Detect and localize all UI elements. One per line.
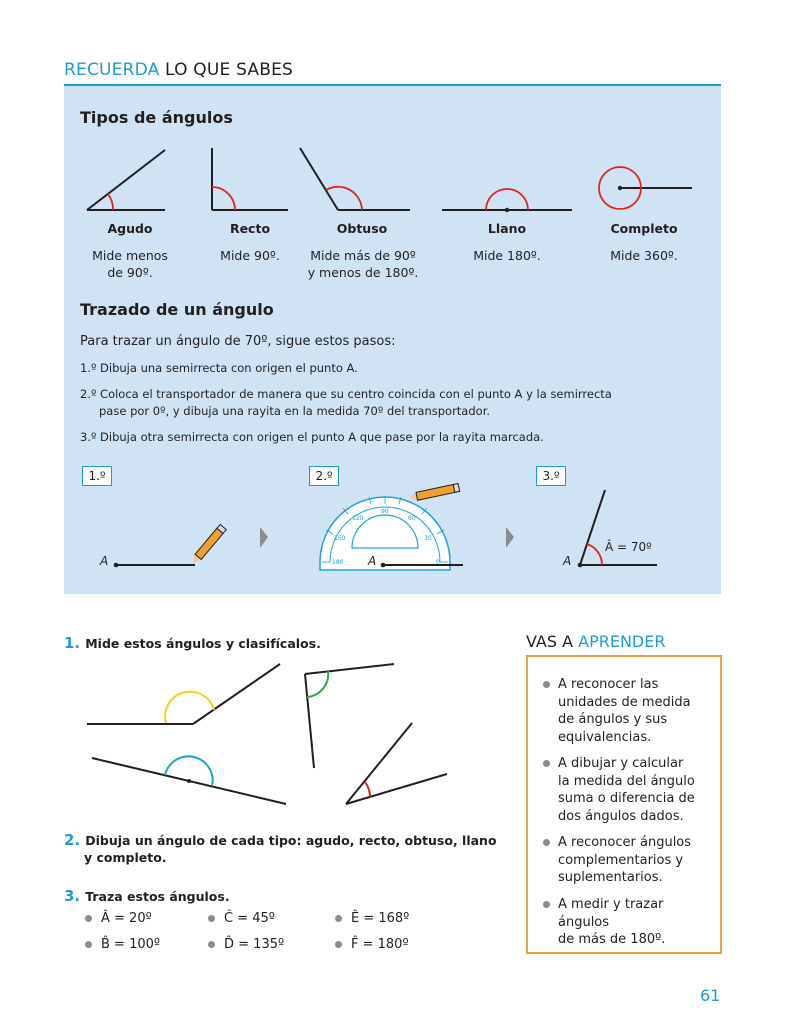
vas-item-2 (558, 755, 708, 825)
protractor-label-120: 120 (352, 515, 364, 522)
angle-item (335, 937, 409, 952)
vas-a-aprender-title (526, 632, 665, 651)
bullet-icon (335, 915, 342, 922)
bullet-icon (208, 941, 215, 948)
bullet-icon (543, 760, 550, 767)
point-label-a: A (368, 554, 377, 568)
protractor-label-60: 60 (408, 515, 416, 522)
protractor-label-0: 0 (436, 559, 440, 566)
vas-title-rest: VAS A (526, 632, 579, 651)
exercise-1-text: Mide estos ángulos y clasifícalos. (85, 636, 321, 651)
protractor-label-180: 180 (332, 559, 344, 566)
angle-item-text: F̂ = 180º (351, 937, 409, 952)
vas-item-line: A medir y trazar ángulos (558, 897, 664, 930)
label-obtuso: Obtuso (336, 221, 388, 236)
arrow-right-icon (260, 527, 268, 548)
angle-item (208, 911, 275, 926)
desc-agudo-line2: de 90º. (107, 265, 153, 280)
step-2-line2: pase por 0º, y dibuja una rayita en la medida 70º del transportador. (99, 404, 491, 418)
vas-item-3 (558, 834, 708, 887)
vas-item-line: unidades de medida (558, 694, 691, 710)
angle-70-label: Â = 70º (605, 540, 652, 554)
tipos-title: Tipos de ángulos (80, 108, 233, 127)
vas-item-line: complementarios y (558, 852, 684, 868)
label-agudo: Agudo (107, 221, 153, 236)
exercise-1-figure (0, 600, 500, 820)
angle-item (85, 911, 152, 926)
vas-item-line: equivalencias. (558, 729, 652, 745)
exercise-2-number: 2. (64, 831, 81, 849)
desc-agudo-line1: Mide menos (92, 248, 168, 263)
pencil-icon (190, 524, 226, 565)
exercise-2 (64, 830, 497, 849)
angle-item-text: B̂ = 100º (101, 937, 161, 952)
step-box-3: 3.º (536, 466, 566, 486)
protractor-label-90: 90 (381, 508, 389, 515)
label-recto: Recto (229, 221, 271, 236)
step-box-2: 2.º (309, 466, 339, 486)
protractor-label-30: 30 (424, 535, 432, 542)
label-llano: Llano (487, 221, 527, 236)
vas-item-line: de ángulos y sus (558, 712, 668, 727)
vas-item-1 (558, 676, 708, 746)
label-completo: Completo (610, 221, 678, 236)
angle-item-text: Â = 20º (101, 911, 152, 926)
bullet-icon (85, 941, 92, 948)
angle-item (85, 937, 160, 952)
step-1: 1.º Dibuja una semirrecta con origen el punto A. (80, 361, 358, 375)
header-accent: RECUERDA (64, 60, 160, 80)
vas-item-line: A dibujar y calcular (558, 756, 684, 771)
angle-item (335, 911, 409, 926)
exercise-2-text-line1: Dibuja un ángulo de cada tipo: agudo, recto, obtuso, llano (85, 833, 497, 848)
vas-item-line: A reconocer ángulos (558, 835, 692, 850)
bullet-icon (335, 941, 342, 948)
exercise-3-text: Traza estos ángulos. (85, 889, 230, 904)
step-2-line1: 2.º Coloca el transportador de manera que su centro coincida con el punto A y la semirrecta (80, 387, 612, 401)
vas-title-accent: APRENDER (578, 632, 666, 651)
point-label-a: A (100, 554, 109, 568)
exercise-2-text-line2: y completo. (84, 850, 167, 865)
arrow-right-icon (506, 527, 514, 548)
header-rest: LO QUE SABES (159, 60, 294, 80)
vas-item-line: dos ángulos dados. (558, 808, 684, 824)
exercise-1-number: 1. (64, 634, 81, 652)
vas-item-4 (558, 896, 718, 949)
vas-item-line: la medida del ángulo (558, 773, 695, 789)
page-number: 61 (700, 986, 721, 1005)
exercise-3-number: 3. (64, 887, 81, 905)
bullet-icon (543, 839, 550, 846)
angle-item-text: Ê = 168º (351, 911, 410, 926)
desc-completo: Mide 360º. (610, 248, 678, 263)
vas-item-line: de más de 180º. (558, 932, 666, 947)
bullet-icon (208, 915, 215, 922)
angle-item (208, 937, 284, 952)
pencil-icon (408, 483, 460, 501)
angle-item-text: D̂ = 135º (224, 937, 285, 952)
vas-item-line: A reconocer las (558, 677, 659, 692)
protractor-label-150: 150 (334, 535, 346, 542)
bullet-icon (85, 915, 92, 922)
vas-item-line: suma o diferencia de (558, 791, 695, 806)
vas-item-line: suplementarios. (558, 870, 663, 885)
bullet-icon (543, 901, 550, 908)
trazado-title: Trazado de un ángulo (80, 300, 274, 319)
angle-item-text: Ĉ = 45º (224, 911, 275, 926)
trazado-intro: Para trazar un ángulo de 70º, sigue estos pasos: (80, 334, 396, 349)
step-3: 3.º Dibuja otra semirrecta con origen el punto A que pase por la rayita marcada. (80, 430, 544, 444)
desc-llano: Mide 180º. (473, 248, 541, 263)
step-box-1: 1.º (82, 466, 112, 486)
desc-obtuso-line1: Mide más de 90º (310, 248, 416, 263)
point-label-a: A (563, 554, 572, 568)
desc-recto: Mide 90º. (220, 248, 280, 263)
exercise-3 (64, 886, 230, 905)
desc-obtuso-line2: y menos de 180º. (307, 265, 419, 280)
bullet-icon (543, 681, 550, 688)
